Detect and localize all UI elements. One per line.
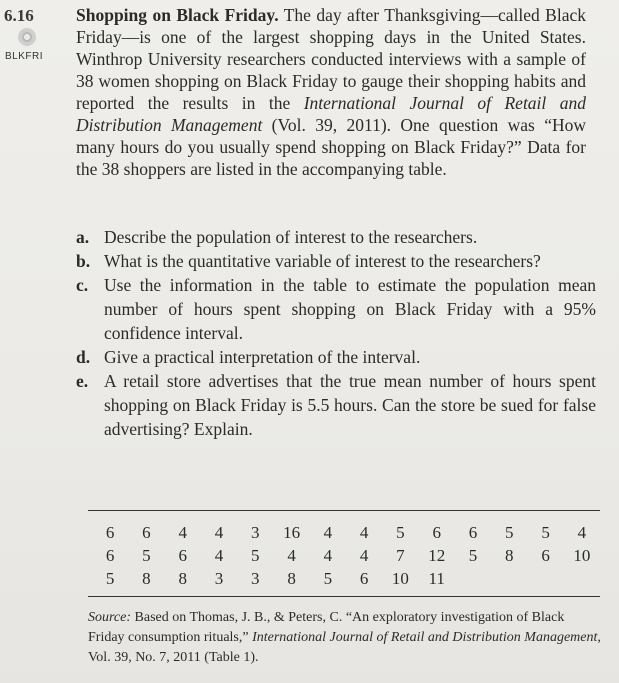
table-row bbox=[88, 521, 600, 544]
table-cell: 4 bbox=[214, 546, 224, 565]
table-cell: 8 bbox=[178, 569, 187, 588]
table-cell: 5 bbox=[323, 569, 333, 588]
table-cell: 4 bbox=[287, 546, 296, 565]
part-d bbox=[76, 345, 596, 369]
table-cell: 6 bbox=[105, 523, 115, 542]
source-label: Source: bbox=[88, 610, 132, 625]
table-cell: 10 bbox=[391, 569, 409, 588]
part-letter: a. bbox=[76, 227, 90, 247]
part-text: Use the information in the table to estimate the population mean number of hours spent shopping on Black Friday with a 95% confidence interval. bbox=[104, 275, 596, 343]
table-cell: 3 bbox=[251, 523, 260, 542]
table-cell: 4 bbox=[577, 523, 587, 542]
problem-title: Shopping on Black Friday. bbox=[76, 5, 279, 25]
problem-number: 6.16 bbox=[4, 6, 34, 25]
table-cell: 5 bbox=[505, 523, 514, 542]
table-cell: 5 bbox=[541, 523, 550, 542]
hours-data-table bbox=[88, 510, 600, 597]
problem-intro bbox=[76, 4, 586, 180]
source-journal: International Journal of Retail and Distribution Management, bbox=[252, 630, 601, 645]
table-row bbox=[88, 567, 600, 590]
part-text: Give a practical interpretation of the interval. bbox=[104, 347, 421, 367]
intro-journal: International Journal of Retail and Distribution Management bbox=[76, 93, 586, 135]
question-parts bbox=[76, 225, 596, 441]
table-cell: 6 bbox=[468, 523, 478, 542]
table-cell: 8 bbox=[505, 546, 514, 565]
table-cell: 4 bbox=[214, 523, 224, 542]
table-cell: 8 bbox=[142, 569, 151, 588]
table-cell: 4 bbox=[359, 546, 369, 565]
table-cell: 10 bbox=[573, 546, 591, 565]
data-file-code: BLKFRI bbox=[5, 51, 44, 62]
table-cell: 6 bbox=[105, 546, 115, 565]
table-cell: 3 bbox=[214, 569, 224, 588]
part-text: What is the quantitative variable of interest to the researchers? bbox=[104, 251, 541, 271]
part-letter: d. bbox=[76, 347, 91, 367]
table-cell: 4 bbox=[359, 523, 369, 542]
table-cell: 5 bbox=[251, 546, 260, 565]
table-cell: 5 bbox=[105, 569, 115, 588]
table-cell: 4 bbox=[323, 546, 333, 565]
table-cell: 5 bbox=[142, 546, 151, 565]
table-row bbox=[88, 544, 600, 567]
source-text-a: Based on Thomas, J. B., & Peters, C. “An exploratory investigation of Black Friday consumption rituals,” bbox=[88, 610, 565, 645]
part-letter: e. bbox=[76, 371, 89, 391]
data-disc-icon bbox=[18, 28, 36, 46]
table-cell: 4 bbox=[323, 523, 333, 542]
part-text: Describe the population of interest to the researchers. bbox=[104, 227, 478, 247]
table-cell: 6 bbox=[142, 523, 151, 542]
part-letter: b. bbox=[76, 251, 91, 271]
table-cell: 6 bbox=[432, 523, 441, 542]
source-citation bbox=[88, 608, 603, 668]
table-cell: 7 bbox=[396, 546, 405, 565]
part-c bbox=[76, 273, 596, 345]
intro-text-a: The day after Thanksgiving—called Black Friday—is one of the largest shopping days in the United States. Winthrop University researchers conducted interviews with a sample of 38 women shopping on Black Friday to gauge their shopping habits and reported the results in the bbox=[76, 5, 586, 113]
part-text: A retail store advertises that the true mean number of hours spent shopping on Black Friday is 5.5 hours. Can the store be sued for false advertising? Explain. bbox=[104, 371, 596, 439]
table-cell: 3 bbox=[251, 569, 260, 588]
table-cell: 5 bbox=[468, 546, 478, 565]
intro-text-b: (Vol. 39, 2011). One question was “How many hours do you usually spend shopping on Black Friday?” Data for the 38 shoppers are listed in the accompanying table. bbox=[76, 115, 587, 179]
source-text-b: Vol. 39, No. 7, 2011 (Table 1). bbox=[88, 650, 259, 665]
part-e bbox=[76, 369, 596, 441]
table-cell: 5 bbox=[396, 523, 405, 542]
table-cell: 6 bbox=[541, 546, 550, 565]
part-letter: c. bbox=[76, 275, 89, 295]
table-cell: 12 bbox=[428, 546, 446, 565]
part-b bbox=[76, 249, 596, 273]
table-cell: 4 bbox=[178, 523, 187, 542]
table-cell: 16 bbox=[283, 523, 301, 542]
table-cell: 11 bbox=[428, 569, 445, 588]
table-cell: 8 bbox=[287, 569, 296, 588]
table-cell: 6 bbox=[359, 569, 369, 588]
table-cell: 6 bbox=[178, 546, 187, 565]
part-a bbox=[76, 225, 596, 249]
